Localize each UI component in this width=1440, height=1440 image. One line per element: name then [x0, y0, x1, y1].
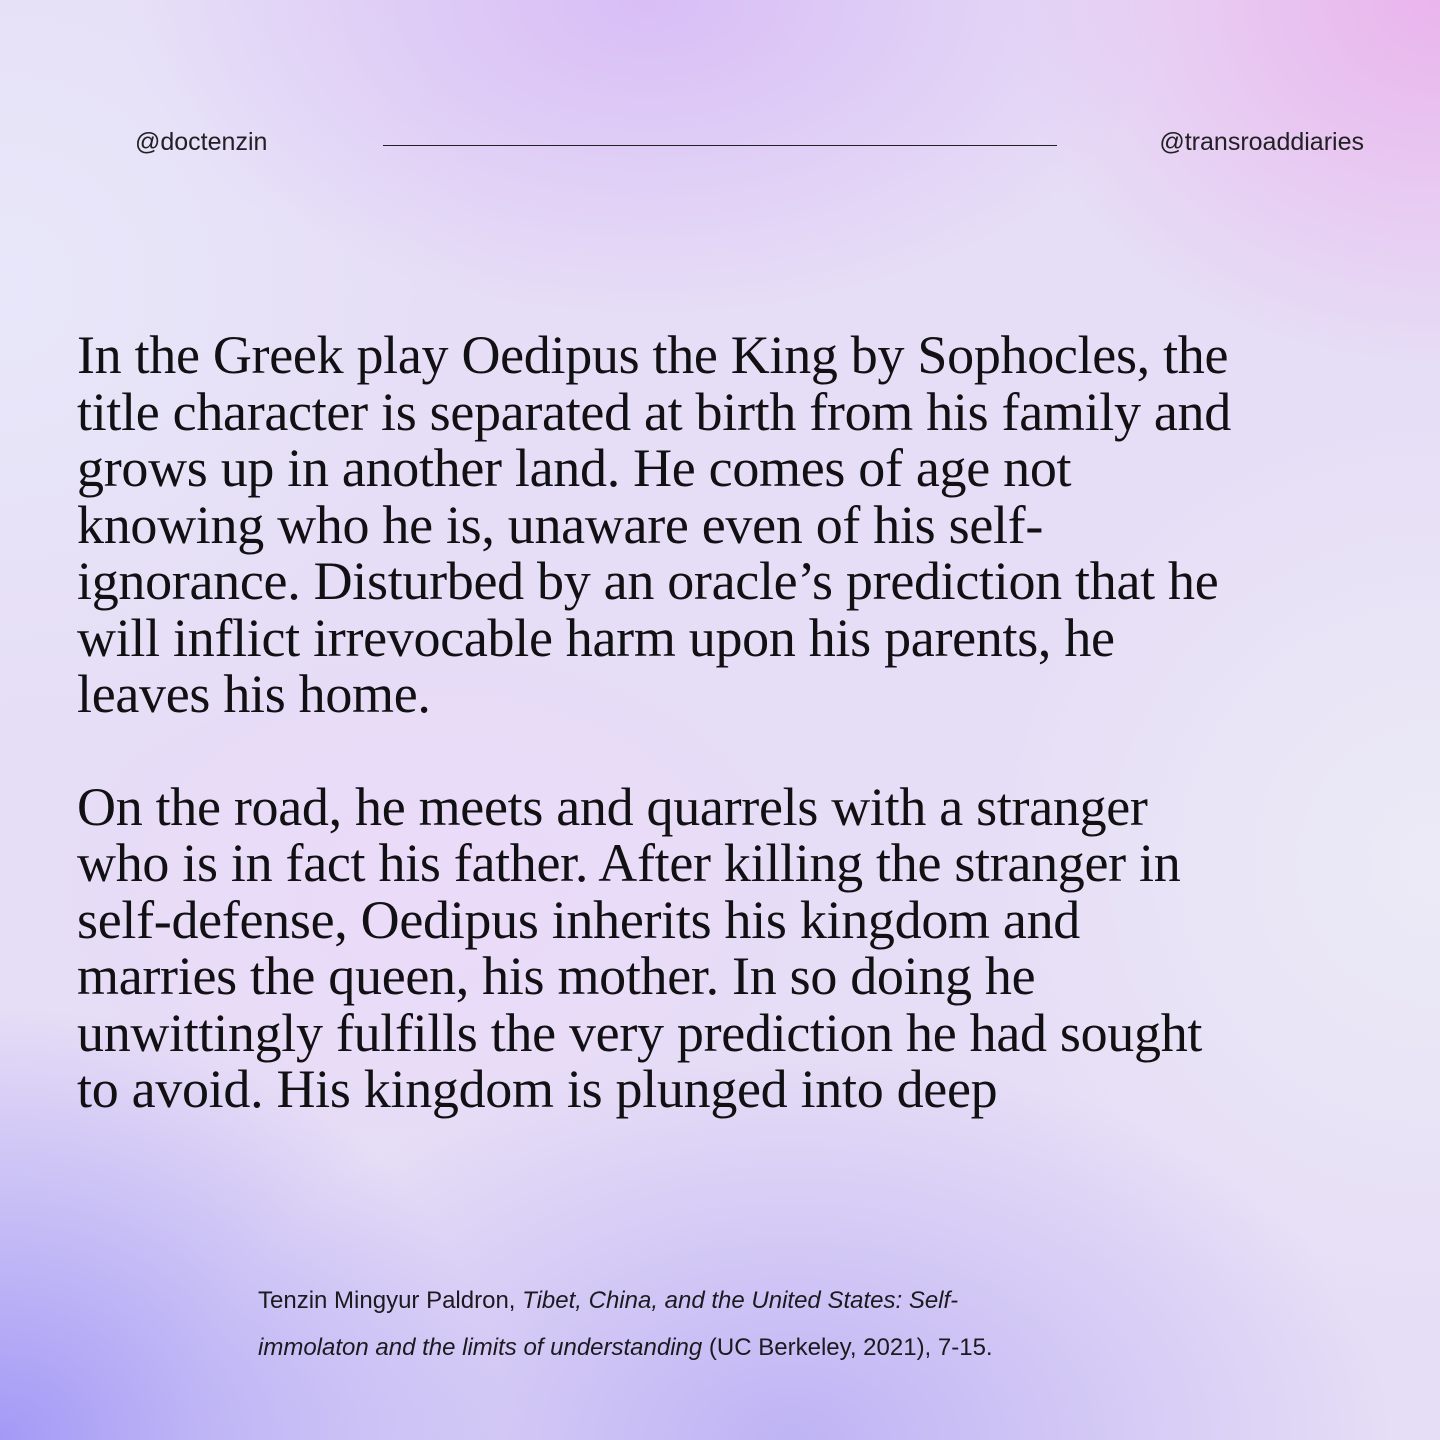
quote-paragraph-1: [77, 327, 1397, 723]
citation-line-1: [258, 1277, 1218, 1324]
citation-line-2: [258, 1324, 1218, 1371]
citation-title-continued: immolaton and the limits of understanding: [258, 1334, 703, 1361]
quote-line: unwittingly fulfills the very prediction he had sought: [77, 1002, 1203, 1063]
quote-line: leaves his home.: [77, 664, 431, 724]
quote-line: ignorance. Disturbed by an oracle’s prediction that he: [77, 551, 1219, 611]
account-handle: @transroaddiaries: [1159, 128, 1364, 156]
quote-line: knowing who he is, unaware even of his self-: [77, 494, 1044, 555]
quote-line: marries the queen, his mother. In so doing he: [77, 946, 1036, 1006]
quote-line: will inflict irrevocable harm upon his parents, he: [77, 607, 1115, 668]
citation-publication: (UC Berkeley, 2021), 7-15.: [702, 1334, 993, 1361]
quote-paragraph-2: [77, 776, 1397, 1119]
quote-line: who is in fact his father. After killing the stranger in: [77, 833, 1181, 893]
citation-title: Tibet, China, and the United States: Self-: [522, 1287, 959, 1314]
quote-line: On the road, he meets and quarrels with a stranger: [77, 776, 1148, 837]
quote-line: to avoid. His kingdom is plunged into deep: [77, 1059, 998, 1119]
citation-author: Tenzin Mingyur Paldron,: [258, 1287, 523, 1314]
citation: [258, 1277, 1218, 1371]
quote-line: title character is separated at birth from his family and: [77, 381, 1231, 442]
quote-line: self-defense, Oedipus inherits his kingdom and: [77, 889, 1080, 950]
quote-line: grows up in another land. He comes of age not: [77, 438, 1072, 498]
quote-body: [77, 327, 1397, 1118]
header-divider: [383, 145, 1057, 146]
quote-line: In the Greek play Oedipus the King by Sophocles, the: [77, 325, 1229, 385]
author-handle: @doctenzin: [135, 128, 268, 156]
